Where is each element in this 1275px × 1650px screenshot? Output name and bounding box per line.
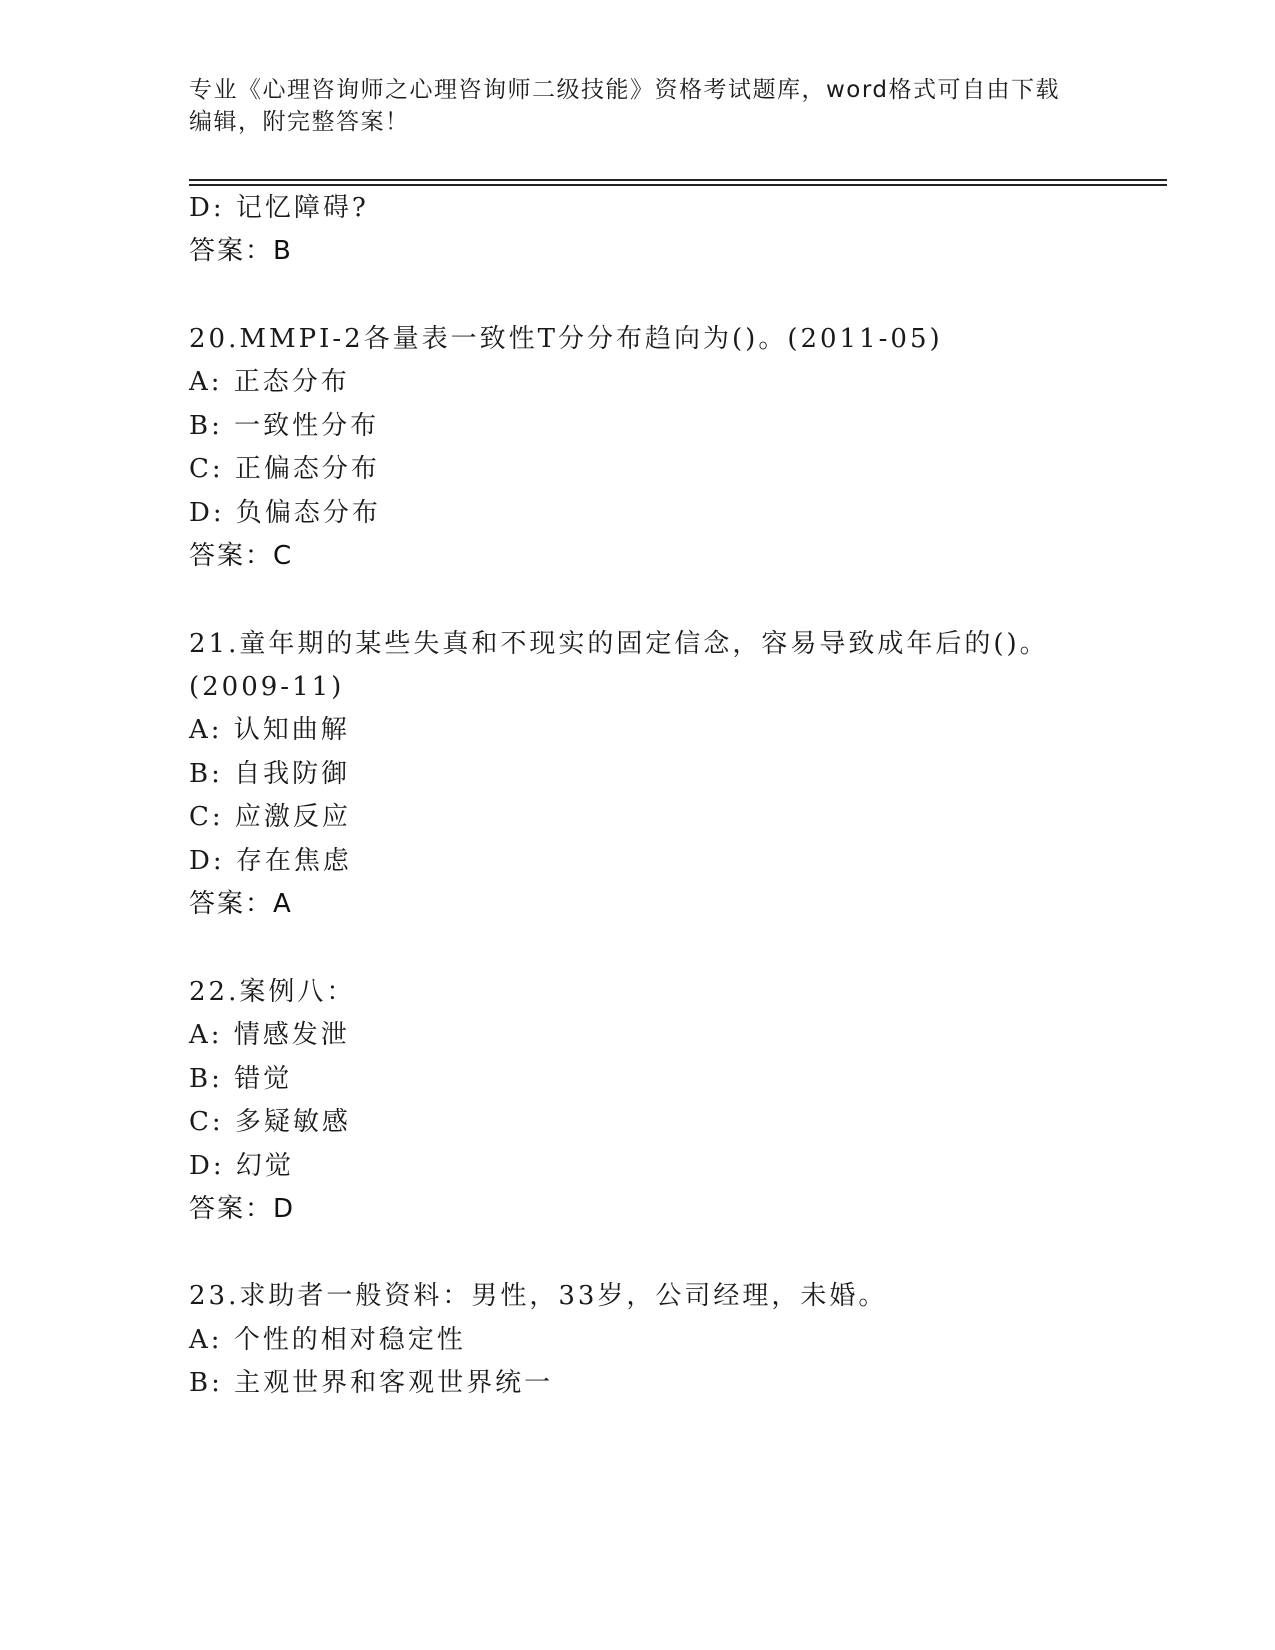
- question-line: 20.MMPI-2各量表一致性T分分布趋向为()。(2011-05): [189, 324, 943, 354]
- answer-line: 答案：B: [189, 236, 293, 266]
- option-line: D: 负偏态分布: [189, 498, 381, 528]
- option-line: B: 自我防御: [189, 759, 351, 789]
- option-line: C: 多疑敏感: [189, 1107, 351, 1137]
- header-line-1: 专业《心理咨询师之心理咨询师二级技能》资格考试题库，word格式可自由下载: [189, 77, 1061, 103]
- option-line: B: 一致性分布: [189, 411, 380, 441]
- option-line: D: 幻觉: [189, 1151, 294, 1181]
- document-header: [189, 74, 1089, 138]
- question-line: 21.童年期的某些失真和不现实的固定信念，容易导致成年后的()。: [189, 629, 1049, 659]
- header-divider-top: [189, 179, 1167, 181]
- header-line-2: 编辑，附完整答案！: [189, 109, 410, 135]
- question-line: (2009-11): [189, 672, 345, 702]
- option-line: A: 个性的相对稳定性: [189, 1325, 466, 1355]
- answer-line: 答案：A: [189, 889, 293, 919]
- answer-line: 答案：C: [189, 541, 294, 571]
- option-line: D: 记忆障碍?: [189, 193, 369, 223]
- option-line: B: 错觉: [189, 1064, 293, 1094]
- option-line: A: 认知曲解: [189, 715, 350, 745]
- option-line: A: 正态分布: [189, 367, 350, 397]
- question-line: 22.案例八：: [189, 977, 356, 1007]
- answer-line: 答案：D: [189, 1194, 296, 1224]
- option-line: C: 正偏态分布: [189, 454, 380, 484]
- option-line: C: 应激反应: [189, 802, 351, 832]
- question-line: 23.求助者一般资料：男性，33岁，公司经理，未婚。: [189, 1281, 888, 1311]
- header-divider-bottom: [189, 184, 1167, 186]
- option-line: D: 存在焦虑: [189, 846, 352, 876]
- option-line: B: 主观世界和客观世界统一: [189, 1368, 554, 1398]
- option-line: A: 情感发泄: [189, 1020, 350, 1050]
